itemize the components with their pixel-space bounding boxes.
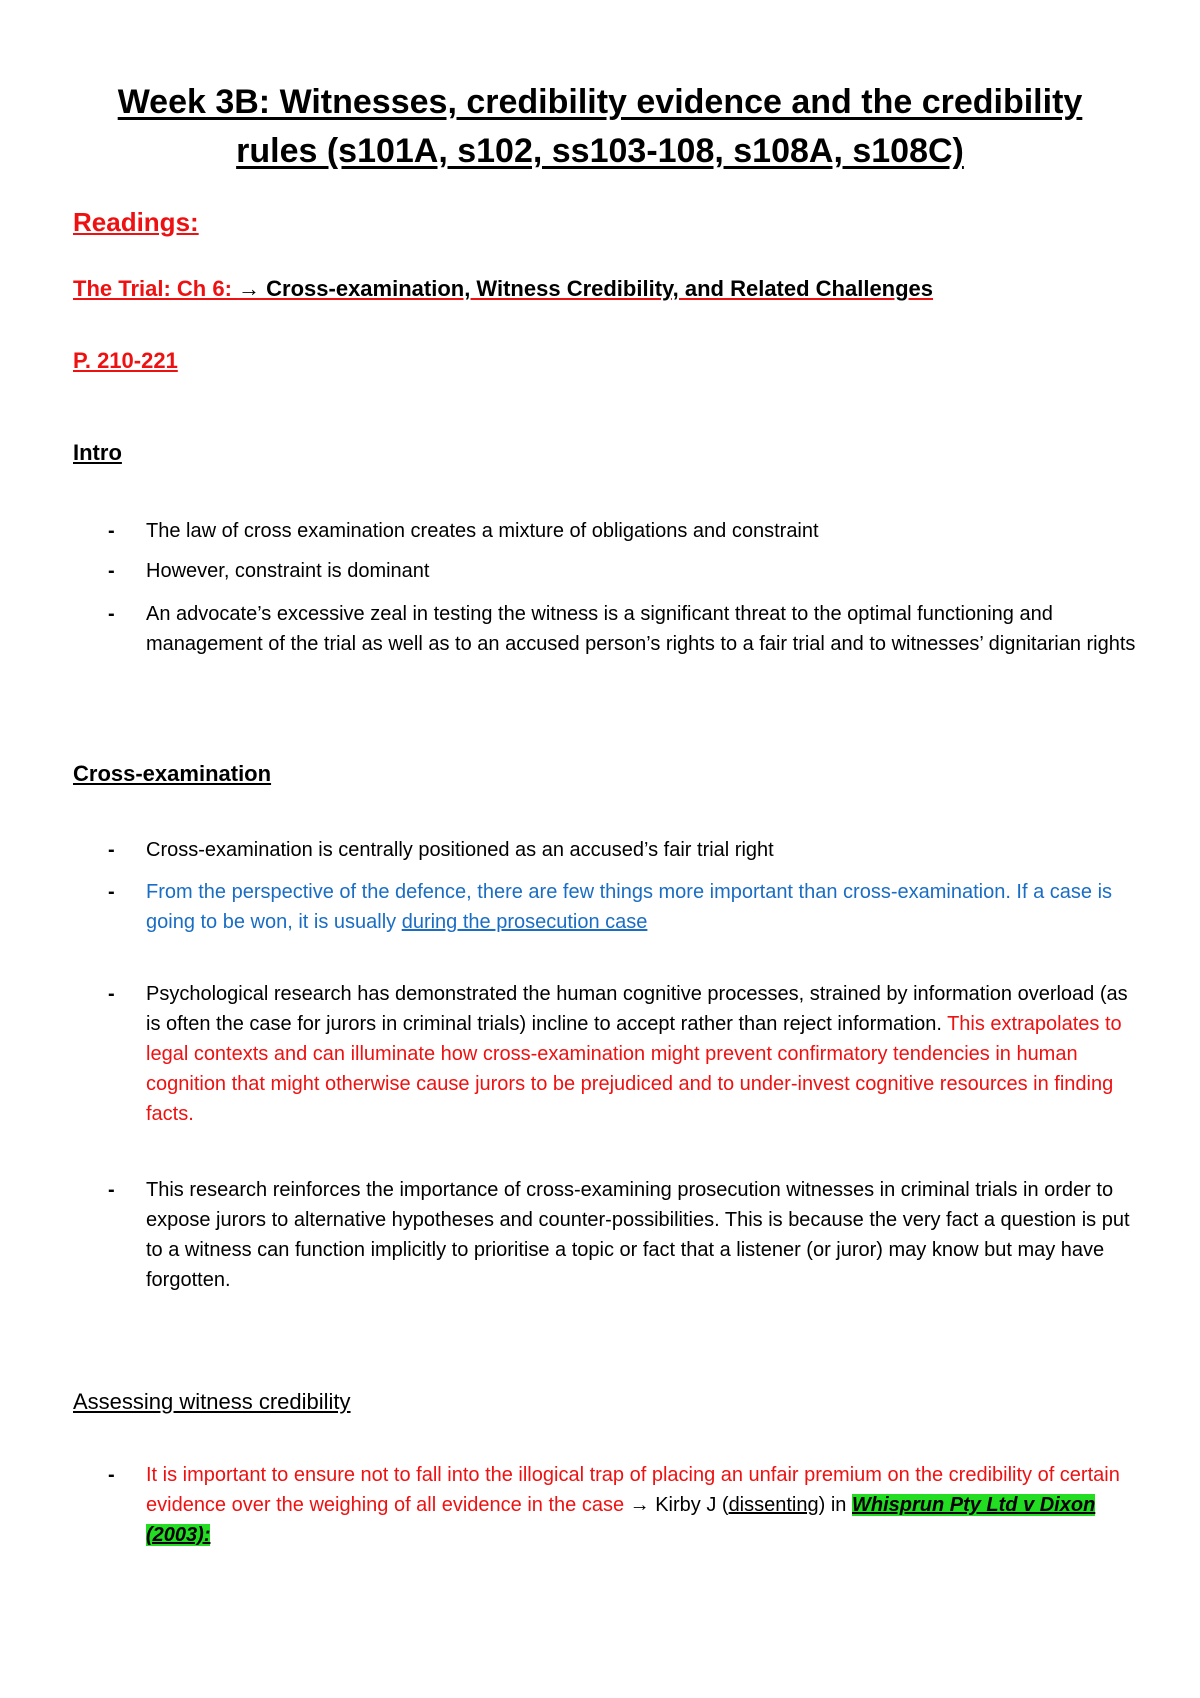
dash-icon: - bbox=[108, 1179, 115, 1201]
dash-icon: - bbox=[108, 1464, 115, 1486]
page-title bbox=[60, 78, 1140, 176]
dash-icon: - bbox=[108, 983, 115, 1005]
cross-bullet-2-underlined: during the prosecution case bbox=[401, 911, 648, 933]
list-item: Cross-examination is centrally positioned as an accused’s fair trial right bbox=[146, 839, 774, 861]
arrow-icon: → bbox=[238, 276, 261, 301]
cross-bullet-2-text: From the perspective of the defence, there are few things more important than cross-examination. If a case is going to be won, it is usually bbox=[146, 881, 1113, 933]
cross-bullet-3-red-text: This extrapolates to legal contexts and can illuminate how cross-examination might prevent confirmatory tendencies in human cognition that might otherwise cause jurors to be prejudiced and to under-invest cognitive resources in finding facts. bbox=[146, 1013, 1122, 1125]
title-line-2: rules (s101A, s102, ss103-108, s108A, s108C) bbox=[236, 132, 964, 170]
reading-source-prefix: The Trial: Ch 6: bbox=[73, 276, 239, 301]
intro-heading: Intro bbox=[73, 440, 122, 465]
dash-icon: - bbox=[108, 520, 115, 542]
list-item bbox=[146, 979, 1146, 1129]
title-line-1: Week 3B: Witnesses, credibility evidence and the credibility bbox=[117, 83, 1083, 121]
arrow-icon: → bbox=[629, 1494, 650, 1516]
case-name-highlight: Whisprun Pty Ltd v Dixon (2003): bbox=[146, 1494, 1096, 1546]
reading-source-title: Cross-examination, Witness Credibility, and Related Challenges bbox=[260, 276, 934, 301]
list-item bbox=[146, 877, 1146, 937]
dash-icon: - bbox=[108, 839, 115, 861]
reading-pages: P. 210-221 bbox=[73, 348, 178, 373]
assessing-credibility-heading: Assessing witness credibility bbox=[73, 1389, 351, 1414]
reading-source bbox=[73, 276, 933, 302]
assessing-after-dissent: ) in bbox=[818, 1494, 852, 1516]
list-item: The law of cross examination creates a mixture of obligations and constraint bbox=[146, 520, 819, 542]
assessing-judge: Kirby J ( bbox=[649, 1494, 729, 1516]
dash-icon: - bbox=[108, 881, 115, 903]
list-item: However, constraint is dominant bbox=[146, 560, 430, 582]
list-item: This research reinforces the importance of cross-examining prosecution witnesses in criminal trials in order to expose jurors to alternative hypotheses and counter-possibilities. This is because the very fact a question is put to a witness can function implicitly to prioritise a topic or fact that a listener (or juror) may know but may have forgotten. bbox=[146, 1179, 1130, 1291]
cross-examination-heading: Cross-examination bbox=[73, 761, 272, 786]
list-item: An advocate’s excessive zeal in testing the witness is a significant threat to the optimal functioning and management of the trial as well as to an accused person’s rights to a fair trial and to witnesses’ dignitarian rights bbox=[146, 603, 1136, 655]
readings-label: Readings: bbox=[73, 207, 199, 237]
cross-bullet-3-text: Psychological research has demonstrated the human cognitive processes, strained by information overload (as is often the case for jurors in criminal trials) incline to accept rather than reject information. bbox=[146, 983, 1128, 1035]
dash-icon: - bbox=[108, 560, 115, 582]
assessing-dissenting: dissenting bbox=[728, 1494, 819, 1516]
dash-icon: - bbox=[108, 603, 115, 625]
list-item bbox=[146, 1460, 1146, 1550]
assessing-red-text: It is important to ensure not to fall into the illogical trap of placing an unfair premium on the credibility of certain evidence over the weighing of all evidence in the case bbox=[146, 1464, 1120, 1516]
